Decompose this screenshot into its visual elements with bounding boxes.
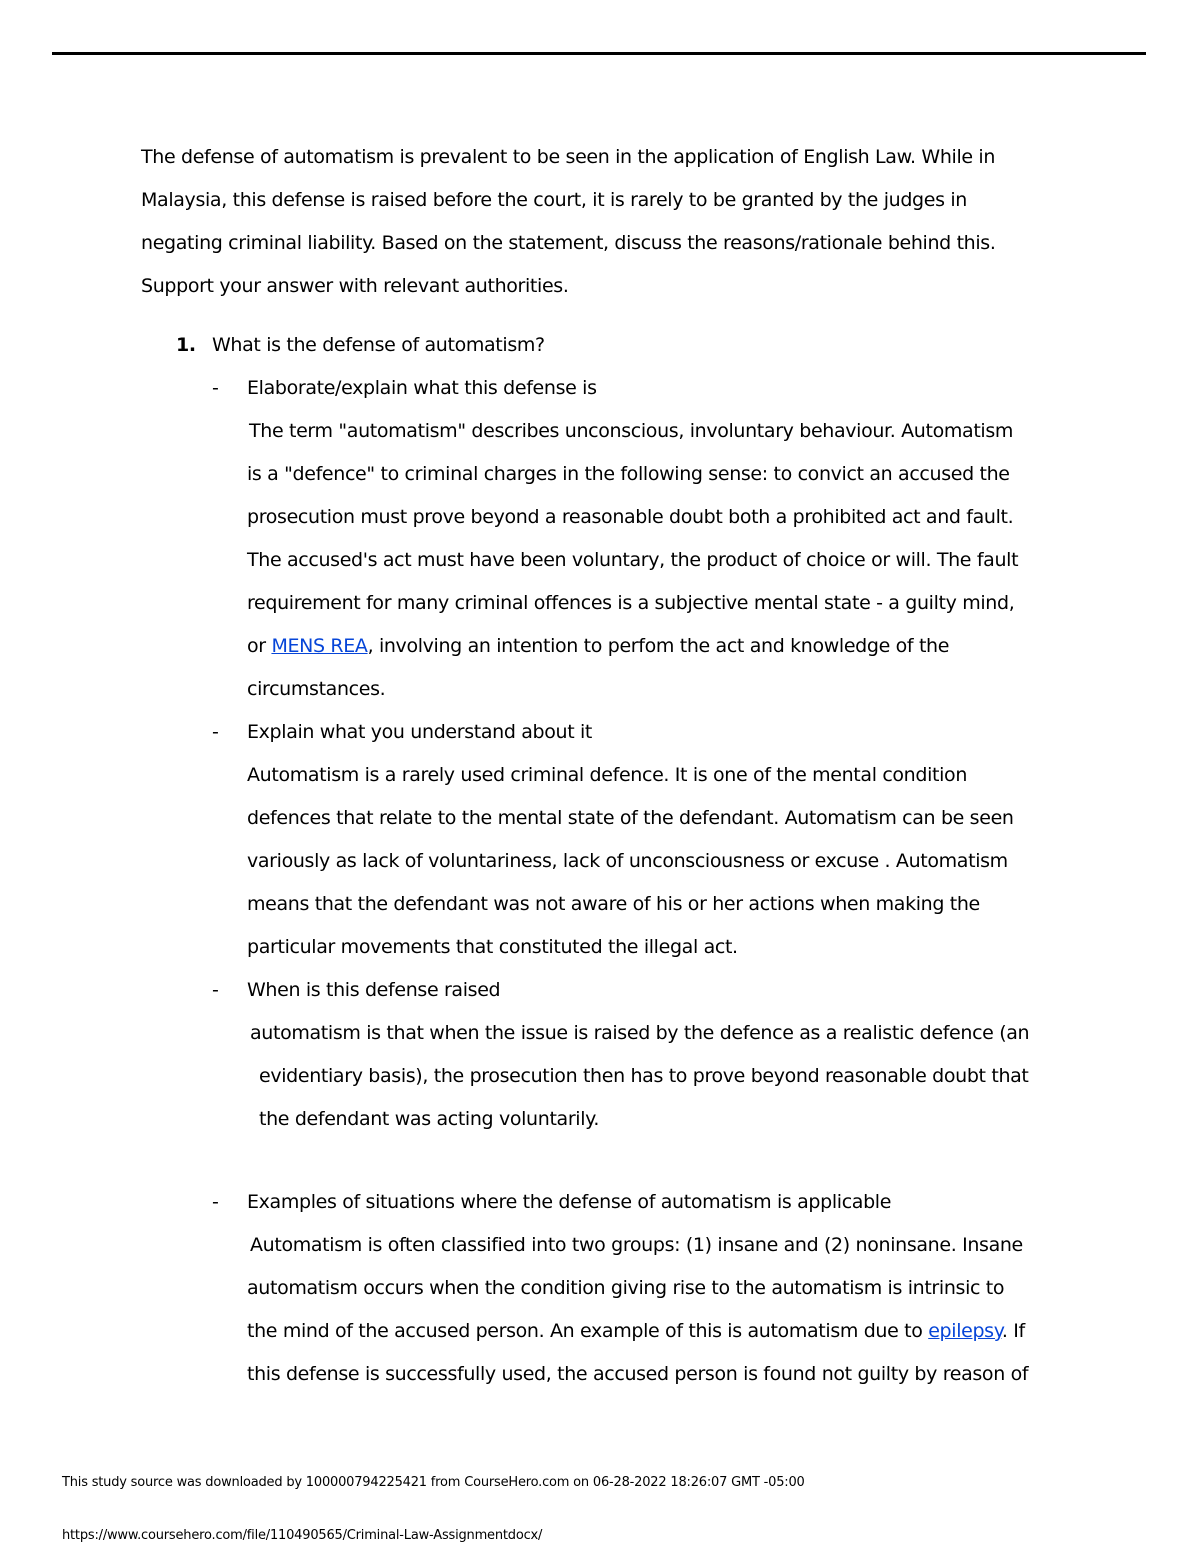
section-3-line: the defendant was acting voluntarily. xyxy=(259,1108,600,1130)
bullet-dash: - xyxy=(212,1191,219,1213)
footer-url[interactable]: https://www.coursehero.com/file/110490565/Criminal-Law-Assignmentdocx/ xyxy=(62,1528,543,1543)
question-number: 1. xyxy=(176,334,196,356)
top-rule xyxy=(52,52,1146,55)
section-1-line: The accused's act must have been voluntary, the product of choice or will. The fault xyxy=(247,549,1019,571)
section-3-line: evidentiary basis), the prosecution then has to prove beyond reasonable doubt that xyxy=(259,1065,1029,1087)
epilepsy-link[interactable]: epilepsy xyxy=(928,1320,1002,1342)
section-1-line: prosecution must prove beyond a reasonable doubt both a prohibited act and fault. xyxy=(247,506,1014,528)
section-2-heading: Explain what you understand about it xyxy=(247,721,593,743)
section-2-line: variously as lack of voluntariness, lack of unconsciousness or excuse . Automatism xyxy=(247,850,1008,872)
section-1-line: The term "automatism" describes unconscious, involuntary behaviour. Automatism xyxy=(249,420,1014,442)
section-2-line: particular movements that constituted the illegal act. xyxy=(247,936,738,958)
section-3-heading: When is this defense raised xyxy=(247,979,501,1001)
intro-line-1: The defense of automatism is prevalent to be seen in the application of English Law. While in xyxy=(141,146,996,168)
section-1-heading: Elaborate/explain what this defense is xyxy=(247,377,597,399)
text-before-link: or xyxy=(247,635,272,657)
section-2-line: defences that relate to the mental state of the defendant. Automatism can be seen xyxy=(247,807,1014,829)
section-2-line: Automatism is a rarely used criminal defence. It is one of the mental condition xyxy=(247,764,968,786)
text-after-link: , involving an intention to perfom the act and knowledge of the xyxy=(367,635,950,657)
intro-line-3: negating criminal liability. Based on the statement, discuss the reasons/rationale behind this. xyxy=(141,232,996,254)
bullet-dash: - xyxy=(212,721,219,743)
section-4-line: Automatism is often classified into two groups: (1) insane and (2) noninsane. Insane xyxy=(250,1234,1023,1256)
section-1-line: circumstances. xyxy=(247,678,386,700)
bullet-dash: - xyxy=(212,377,219,399)
section-2-line: means that the defendant was not aware of his or her actions when making the xyxy=(247,893,980,915)
question-text: What is the defense of automatism? xyxy=(212,334,545,356)
section-4-heading: Examples of situations where the defense of automatism is applicable xyxy=(247,1191,892,1213)
section-4-link-line xyxy=(247,1317,1025,1345)
bullet-dash: - xyxy=(212,979,219,1001)
mens-rea-link[interactable]: MENS REA xyxy=(271,635,368,657)
section-3-line: automatism is that when the issue is raised by the defence as a realistic defence (an xyxy=(250,1022,1030,1044)
section-4-line: automatism occurs when the condition giving rise to the automatism is intrinsic to xyxy=(247,1277,1005,1299)
text-after-link: . If xyxy=(1001,1320,1025,1342)
section-1-link-line xyxy=(247,632,949,660)
section-1-line: is a "defence" to criminal charges in the following sense: to convict an accused the xyxy=(247,463,1010,485)
footer-source: This study source was downloaded by 100000794225421 from CourseHero.com on 06-28-2022 18:26:07 GMT -05:00 xyxy=(62,1475,805,1490)
intro-line-4: Support your answer with relevant authorities. xyxy=(141,275,569,297)
section-1-line: requirement for many criminal offences is a subjective mental state - a guilty mind, xyxy=(247,592,1015,614)
section-4-line: this defense is successfully used, the accused person is found not guilty by reason of xyxy=(247,1363,1029,1385)
intro-line-2: Malaysia, this defense is raised before the court, it is rarely to be granted by the judges in xyxy=(141,189,967,211)
text-before-link: the mind of the accused person. An example of this is automatism due to xyxy=(247,1320,929,1342)
